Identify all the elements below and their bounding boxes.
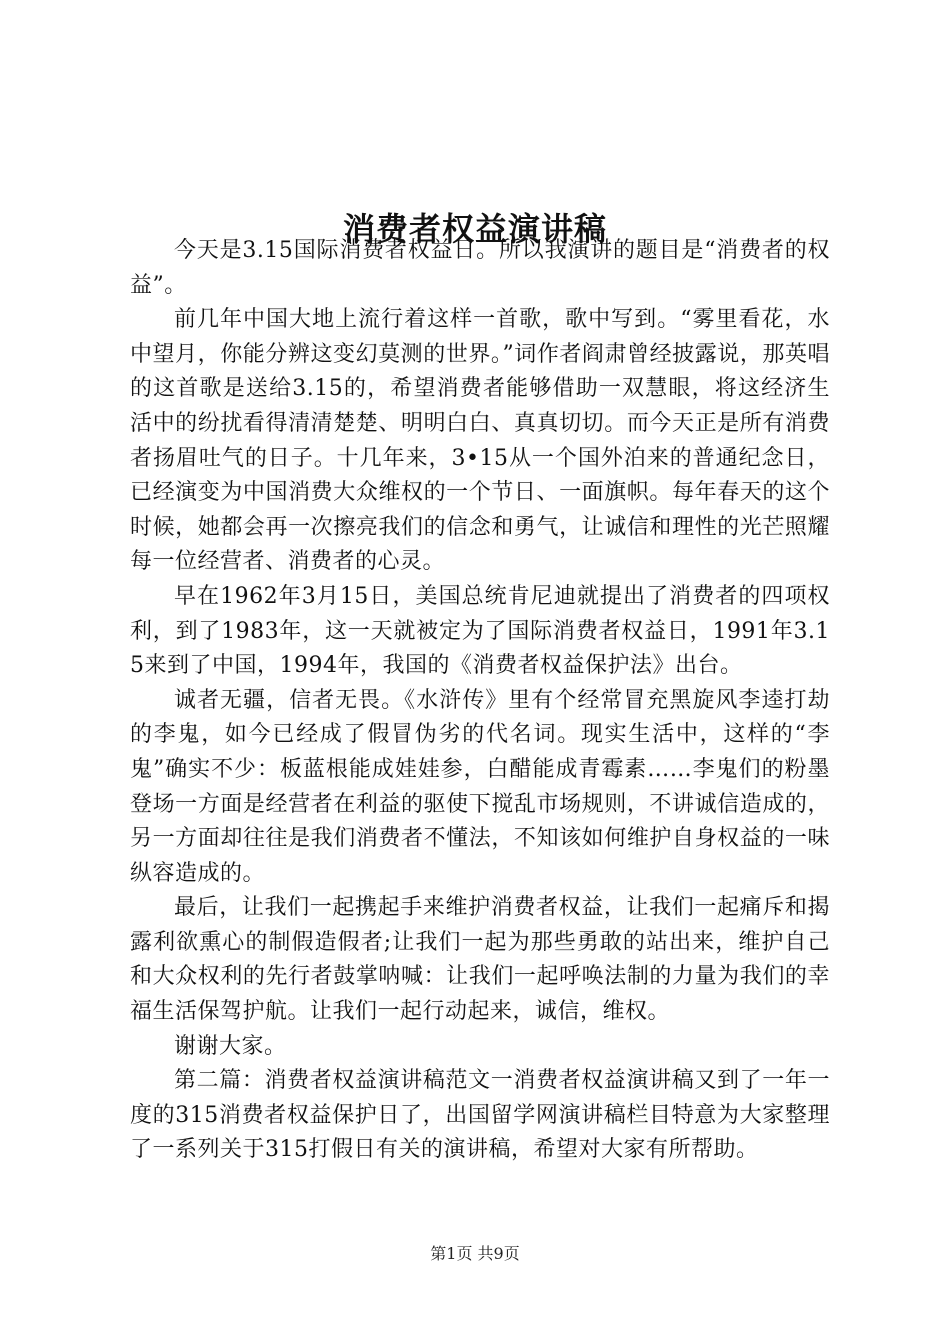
- paragraph-3: 早在1962年3月15日，美国总统肯尼迪就提出了消费者的四项权利，到了1983年，这一天就被定为了国际消费者权益日，1991年3.15来到了中国，1994年，我国的《消费者权益保护法》出台。: [130, 583, 830, 679]
- document-body: [130, 234, 830, 1168]
- document-title: 消费者权益演讲稿: [342, 210, 607, 249]
- paragraph-2: 前几年中国大地上流行着这样一首歌，歌中写到。“雾里看花，水中望月，你能分辨这变幻莫测的世界。”词作者阎肃曾经披露说，那英唱的这首歌是送给3.15的，希望消费者能够借助一双慧眼，将这经济生活中的纷扰看得清清楚楚、明明白白、真真切切。而今天正是所有消费者扬眉吐气的日子。十几年来，3•15从一个国外泊来的普通纪念日，已经演变为中国消费大众维权的一个节日、一面旗帜。每年春天的这个时候，她都会再一次擦亮我们的信念和勇气，让诚信和理性的光芒照耀每一位经营者、消费者的心灵。: [130, 307, 830, 575]
- paragraph-5: 最后，让我们一起携起手来维护消费者权益，让我们一起痛斥和揭露利欲熏心的制假造假者;让我们一起为那些勇敢的站出来，维护自己和大众权利的先行者鼓掌呐喊：让我们一起呼唤法制的力量为我们的幸福生活保驾护航。让我们一起行动起来，诚信，维权。: [130, 895, 830, 1025]
- page-footer: 第1页 共9页: [430, 1244, 520, 1263]
- paragraph-7: 第二篇：消费者权益演讲稿范文一消费者权益演讲稿又到了一年一度的315消费者权益保护日了，出国留学网演讲稿栏目特意为大家整理了一系列关于315打假日有关的演讲稿，希望对大家有所帮助。: [130, 1068, 830, 1163]
- paragraph-4: 诚者无疆，信者无畏。《水浒传》里有个经常冒充黑旋风李逵打劫的李鬼，如今已经成了假冒伪劣的代名词。现实生活中，这样的“李鬼”确实不少：板蓝根能成娃娃参，白醋能成青霉素……李鬼们的粉墨登场一方面是经营者在利益的驱使下搅乱市场规则，不讲诚信造成的，另一方面却往往是我们消费者不懂法，不知该如何维护自身权益的一味纵容造成的。: [130, 687, 830, 886]
- paragraph-6: 谢谢大家。: [174, 1033, 287, 1059]
- paragraph-1: 今天是3.15国际消费者权益日。所以我演讲的题目是“消费者的权益”。: [130, 238, 830, 298]
